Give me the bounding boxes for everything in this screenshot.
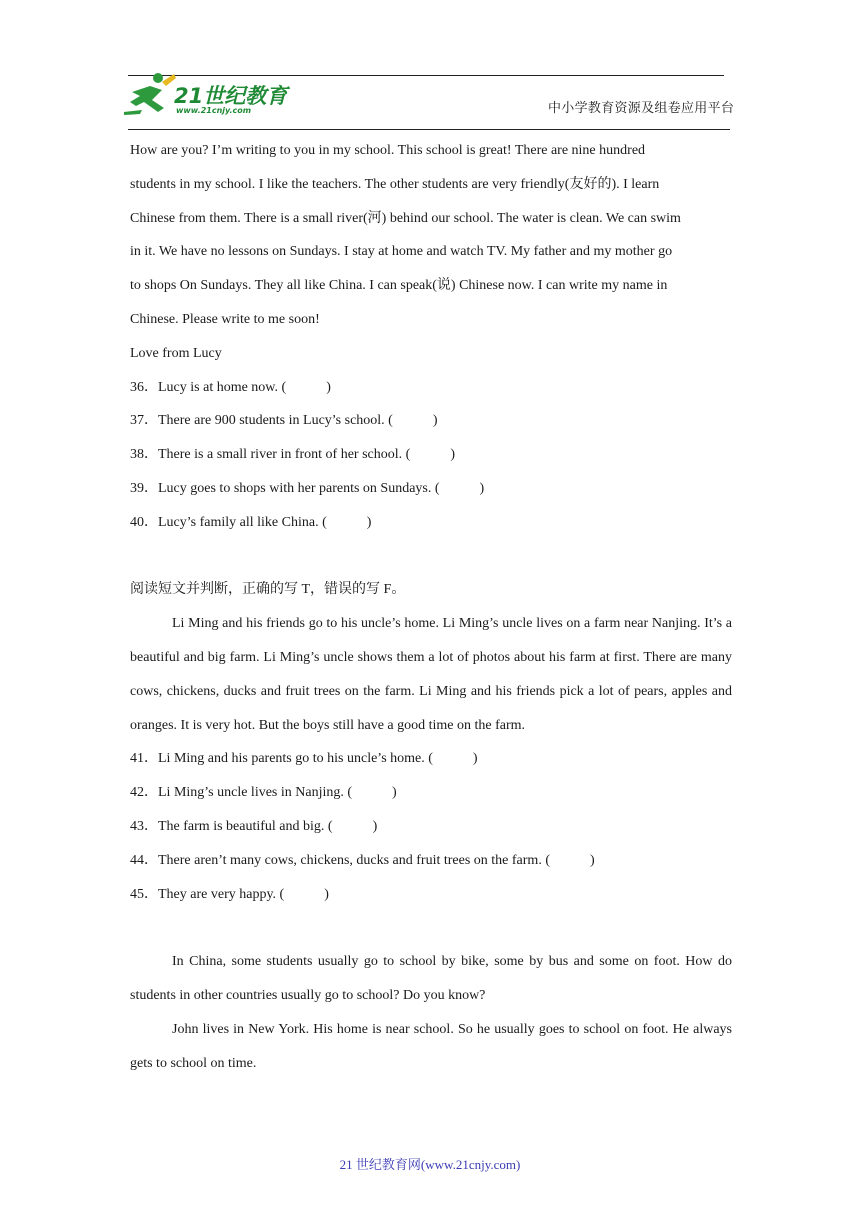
question-item: 45．They are very happy. ( ) [130, 878, 732, 912]
question-number: 38． [130, 447, 158, 463]
question-item: 41．Li Ming and his parents go to his uncle’s home. ( ) [130, 742, 732, 776]
question-item: 39．Lucy goes to shops with her parents on Sundays. ( ) [130, 472, 732, 506]
header-bottom-rule [128, 129, 730, 130]
question-number: 42． [130, 785, 158, 801]
sign-off: Love from Lucy [130, 345, 222, 361]
runner-icon [124, 73, 176, 115]
passage-line: Chinese. Please write to me soon! [130, 311, 320, 327]
question-text: The farm is beautiful and big. ( [158, 818, 333, 834]
question-text: Lucy’s family all like China. ( [158, 514, 327, 530]
question-text: Lucy goes to shops with her parents on Sundays. ( [158, 480, 440, 496]
question-item: 37．There are 900 students in Lucy’s school. ( ) [130, 404, 732, 438]
question-list-1 [130, 371, 732, 540]
section-instruction: 阅读短文并判断，正确的写 T，错误的写 F。 [130, 582, 406, 598]
question-number: 37． [130, 413, 158, 429]
question-text: There aren’t many cows, chickens, ducks and fruit trees on the farm. ( [158, 852, 550, 868]
passage-3-paragraph-1: In China, some students usually go to school by bike, some by bus and some on foot. How do students in other countries usually go to school? Do you know? [130, 954, 732, 1003]
question-text: There are 900 students in Lucy’s school. ( [158, 413, 393, 429]
question-number: 44． [130, 852, 158, 868]
passage-1 [130, 134, 732, 371]
question-item: 36．Lucy is at home now. ( ) [130, 371, 732, 405]
question-number: 39． [130, 480, 158, 496]
question-text: Li Ming and his parents go to his uncle’s home. ( [158, 751, 433, 767]
question-item: 40．Lucy’s family all like China. ( ) [130, 506, 732, 540]
question-number: 43． [130, 818, 158, 834]
question-text: There is a small river in front of her school. ( [158, 447, 411, 463]
passage-line: Chinese from them. There is a small river(河) behind our school. The water is clean. We can swim [130, 210, 681, 226]
question-item: 43．The farm is beautiful and big. ( ) [130, 810, 732, 844]
logo-url: www.21cnjy.com [176, 106, 252, 115]
question-text: They are very happy. ( [158, 886, 285, 902]
question-item: 42．Li Ming’s uncle lives in Nanjing. ( ) [130, 776, 732, 810]
document-body [130, 134, 732, 1080]
site-name: 中小学教育资源及组卷应用平台 [548, 100, 735, 115]
question-number: 45． [130, 886, 158, 902]
question-number: 40． [130, 514, 158, 530]
question-text: Li Ming’s uncle lives in Nanjing. ( [158, 785, 353, 801]
question-item: 44．There aren’t many cows, chickens, ducks and fruit trees on the farm. ( ) [130, 844, 732, 878]
passage-line: in it. We have no lessons on Sundays. I stay at home and watch TV. My father and my mother go [130, 244, 673, 260]
passage-3-paragraph-2: John lives in New York. His home is near school. So he usually goes to school on foot. He always gets to school on time. [130, 1021, 732, 1071]
section-2 [130, 573, 732, 742]
passage-line: to shops On Sundays. They all like China. I can speak(说) Chinese now. I can write my name in [130, 278, 668, 294]
question-number: 41． [130, 751, 158, 767]
page-footer: 21 世纪教育网(www.21cnjy.com) [339, 1157, 521, 1172]
question-item: 38．There is a small river in front of her school. ( ) [130, 438, 732, 472]
question-list-2 [130, 742, 732, 911]
question-text: Lucy is at home now. ( [158, 379, 287, 395]
passage-2: Li Ming and his friends go to his uncle’s home. Li Ming’s uncle lives on a farm near Nanjing. It’s a beautiful and big farm. Li Ming’s uncle shows them a lot of photos about his farm at first. There are many cows, chickens, ducks and fruit trees on the farm. Li Ming and his friends pick a lot of pears, apples and oranges. It is very hot. But the boys still have a good time on the farm. [130, 616, 732, 733]
passage-line: How are you? I’m writing to you in my school. This school is great! There are nine hundred [130, 143, 646, 158]
logo-text: 21世纪教育 [174, 84, 288, 108]
passage-line: students in my school. I like the teachers. The other students are very friendly(友好的). I learn [130, 176, 660, 192]
section-3 [130, 945, 732, 1080]
site-logo [122, 70, 292, 118]
question-number: 36． [130, 379, 158, 395]
